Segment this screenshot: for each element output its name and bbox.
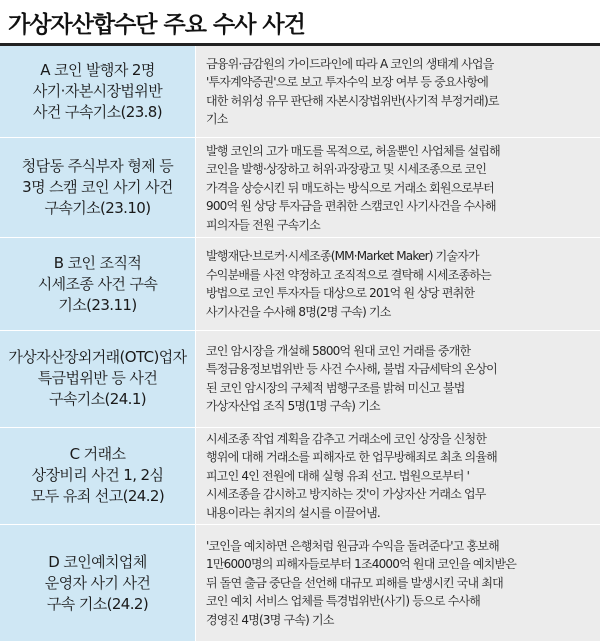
case-description-cell bbox=[196, 238, 600, 329]
case-description-cell bbox=[196, 428, 600, 524]
case-name-cell: 가상자산장외거래(OTC)업자 특금법위반 등 사건 구속기소(24.1) bbox=[0, 331, 196, 427]
case-description-text: 금융위·금감원의 가이드라인에 따라 A 코인의 생태계 사업을 '투자계약증권'으로 보고 투자수익 보장 여부 등 중요사항에 대한 허위성 유무 판단해 자본시장법위반(사기적 부정거래)로 기소 bbox=[206, 56, 499, 127]
table-row bbox=[0, 331, 600, 428]
case-description-text: 코인 암시장을 개설해 5800억 원대 코인 거래를 중개한 특정금융정보법위반 등 사건 수사해, 불법 자금세탁의 온상이 된 코인 암시장의 구체적 범행구조를 밝혀 미신고 불법 가상자산업 조직 5명(1명 구속) 기소 bbox=[206, 343, 497, 414]
case-description-text: 시세조종 작업 계획을 감추고 거래소에 코인 상장을 신청한 행위에 대해 거래소를 피해자로 한 업무방해죄로 최초 의율해 피고인 4인 전원에 대해 실형 유죄 선고. 법원으로부터 ' 시세조종을 감시하고 방지하는 것'이 가상자산 거래소 업무 내용이라는 취지의 설시를 이끌어냄. bbox=[206, 431, 497, 520]
table-row bbox=[0, 238, 600, 330]
case-name-cell: D 코인예치업체 운영자 사기 사건 구속 기소(24.2) bbox=[0, 525, 196, 641]
table-row bbox=[0, 428, 600, 525]
case-description-cell bbox=[196, 138, 600, 237]
case-name-cell: C 거래소 상장비리 사건 1, 2심 모두 유죄 선고(24.2) bbox=[0, 428, 196, 524]
case-description-text: '코인을 예치하면 은행처럼 원금과 수익을 돌려준다'고 홍보해 1만6000명의 피해자들로부터 1조4000억 원대 코인을 예치받은 뒤 돌연 출금 중단을 선언해 대규모 피해를 발생시킨 국내 최대 코인 예치 서비스 업체를 특경법위반(사기) 등으로 수사해 경영진 4명(3명 구속) 기소 bbox=[206, 538, 517, 627]
case-name-cell: A 코인 발행자 2명 사기·자본시장법위반 사건 구속기소(23.8) bbox=[0, 46, 196, 137]
table-row bbox=[0, 46, 600, 138]
table-row bbox=[0, 525, 600, 641]
case-table bbox=[0, 46, 600, 641]
case-description-text: 발행 코인의 고가 매도를 목적으로, 허울뿐인 사업체를 설립해 코인을 발행·상장하고 허위·과장광고 및 시세조종으로 코인 가격을 상승시킨 뒤 매도하는 방식으로 거래소 회원으로부터 900억 원 상당 투자금을 편취한 스캠코인 사기사건을 수사해 피의자들 전원 구속기소 bbox=[206, 143, 500, 232]
table-row bbox=[0, 138, 600, 238]
case-description-cell bbox=[196, 525, 600, 641]
case-description-text: 발행재단·브로커·시세조종(MM·Market Maker) 기술자가 수익분배를 사전 약정하고 조직적으로 결탁해 시세조종하는 방법으로 코인 투자자들 대상으로 201억 원 상당 편취한 사기사건을 수사해 8명(2명 구속) 기소 bbox=[206, 249, 491, 319]
case-description-cell bbox=[196, 46, 600, 137]
page-title: 가상자산합수단 주요 수사 사건 bbox=[8, 12, 305, 38]
case-description-cell bbox=[196, 331, 600, 427]
case-name-cell: 청담동 주식부자 형제 등 3명 스캠 코인 사기 사건 구속기소(23.10) bbox=[0, 138, 196, 237]
case-name-cell: B 코인 조직적 시세조종 사건 구속 기소(23.11) bbox=[0, 238, 196, 329]
